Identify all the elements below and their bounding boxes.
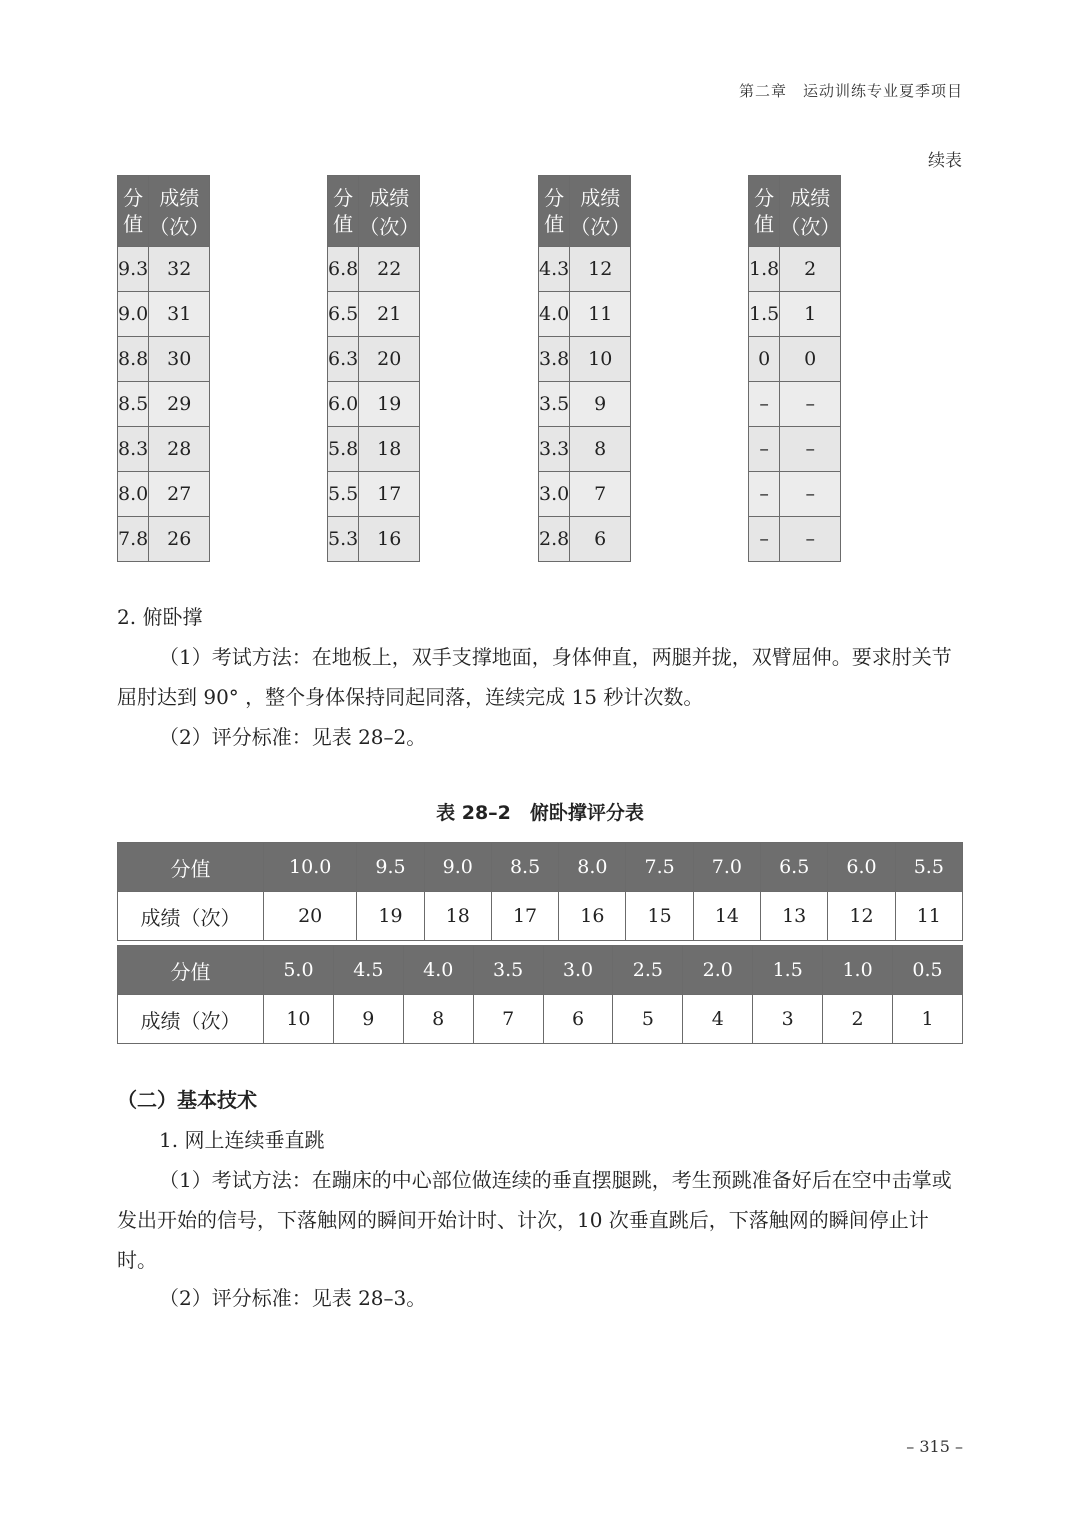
table-row	[539, 247, 631, 292]
score-cell: 9.3	[118, 247, 149, 292]
result-cell: 10	[264, 995, 334, 1044]
result-cell: 7	[473, 995, 543, 1044]
table-row	[749, 517, 841, 562]
result-cell: 32	[149, 247, 210, 292]
score-cell: 2.5	[613, 946, 683, 995]
score-header-char: 分	[123, 186, 144, 210]
score-header	[328, 176, 359, 247]
score-cell: 8.0	[118, 472, 149, 517]
page-number: – 315 –	[906, 1437, 963, 1456]
score-cell: 6.0	[328, 382, 359, 427]
result-cell: 11	[895, 892, 962, 941]
score-cell: –	[749, 472, 780, 517]
score-cell: 9.5	[357, 843, 424, 892]
result-header: 成绩（次）	[780, 176, 841, 247]
result-cell: 9	[570, 382, 631, 427]
score-cell: 5.8	[328, 427, 359, 472]
result-cell: 2	[823, 995, 893, 1044]
score-header	[539, 176, 570, 247]
score-cell: 3.5	[473, 946, 543, 995]
score-cell: 1.0	[823, 946, 893, 995]
score-header-char: 值	[754, 212, 775, 236]
result-cell: 16	[559, 892, 626, 941]
result-cell: 11	[570, 292, 631, 337]
score-cell: 3.0	[539, 472, 570, 517]
table-row	[328, 472, 420, 517]
table-row	[328, 292, 420, 337]
result-cell: 20	[359, 337, 420, 382]
score-cell: 5.5	[328, 472, 359, 517]
result-cell: 16	[359, 517, 420, 562]
table-row	[118, 247, 210, 292]
table-row	[328, 247, 420, 292]
result-cell: 8	[570, 427, 631, 472]
result-cell: 5	[613, 995, 683, 1044]
result-cell: 22	[359, 247, 420, 292]
result-cell: 30	[149, 337, 210, 382]
table-row	[328, 337, 420, 382]
score-cell: 3.5	[539, 382, 570, 427]
table-row	[118, 517, 210, 562]
result-cell: –	[780, 382, 841, 427]
table-row	[539, 292, 631, 337]
score-cell: 3.3	[539, 427, 570, 472]
score-cell: 4.3	[539, 247, 570, 292]
result-cell: 6	[570, 517, 631, 562]
result-cell: 6	[543, 995, 613, 1044]
table-row	[328, 382, 420, 427]
result-cell: 2	[780, 247, 841, 292]
score-cell: 5.0	[264, 946, 334, 995]
result-cell: 31	[149, 292, 210, 337]
score-cell: 6.3	[328, 337, 359, 382]
result-cell: 10	[570, 337, 631, 382]
result-cell: 14	[693, 892, 760, 941]
result-cell: 17	[359, 472, 420, 517]
result-cell: 15	[626, 892, 693, 941]
section-basic-heading: （二）基本技术	[117, 1088, 257, 1112]
score-header-char: 分	[754, 186, 775, 210]
pushup-score-table-part2	[117, 945, 963, 1044]
result-cell: 18	[359, 427, 420, 472]
table-28-2-caption: 表 28–2 俯卧撑评分表	[436, 802, 644, 824]
score-cell: 0.5	[893, 946, 963, 995]
result-cell: 4	[683, 995, 753, 1044]
score-cell: 2.8	[539, 517, 570, 562]
score-cell: 0	[749, 337, 780, 382]
table-row	[118, 382, 210, 427]
score-header-char: 值	[333, 212, 354, 236]
score-cell: 1.5	[753, 946, 823, 995]
table-row	[749, 382, 841, 427]
result-cell: 1	[780, 292, 841, 337]
section-pushup-title: 2. 俯卧撑	[117, 605, 203, 629]
score-header-char: 分	[333, 186, 354, 210]
chapter-header: 第二章 运动训练专业夏季项目	[738, 82, 963, 100]
result-cell: 7	[570, 472, 631, 517]
score-cell: 3.8	[539, 337, 570, 382]
result-cell: 18	[424, 892, 491, 941]
score-cell: 5.5	[895, 843, 962, 892]
result-cell: 29	[149, 382, 210, 427]
score-header-char: 值	[544, 212, 565, 236]
section-basic-title: 1. 网上连续垂直跳	[159, 1128, 325, 1152]
score-cell: 1.8	[749, 247, 780, 292]
result-cell: 17	[491, 892, 558, 941]
score-header	[118, 176, 149, 247]
table-row	[749, 292, 841, 337]
result-cell: 19	[359, 382, 420, 427]
table-row	[539, 517, 631, 562]
result-cell: 3	[753, 995, 823, 1044]
score-cell: 4.0	[403, 946, 473, 995]
table-row	[118, 472, 210, 517]
score-cell: 6.5	[761, 843, 828, 892]
score-label: 分值	[118, 946, 264, 995]
score-header-char: 值	[123, 212, 144, 236]
result-cell: 1	[893, 995, 963, 1044]
score-cell: –	[749, 517, 780, 562]
result-cell: 27	[149, 472, 210, 517]
result-cell: –	[780, 427, 841, 472]
score-table-group-1	[117, 175, 210, 562]
score-cell: 5.3	[328, 517, 359, 562]
table-row	[118, 337, 210, 382]
score-cell: –	[749, 427, 780, 472]
section-basic-standard: （2）评分标准：见表 28–3。	[159, 1286, 427, 1310]
table-row	[328, 427, 420, 472]
score-cell: 6.5	[328, 292, 359, 337]
section-basic-method: （1）考试方法：在蹦床的中心部位做连续的垂直摆腿跳，考生预跳准备好后在空中击掌或发出开始的信号，下落触网的瞬间开始计时、计次，10 次垂直跳后，下落触网的瞬间停止计时。	[117, 1168, 952, 1272]
score-cell: 7.5	[626, 843, 693, 892]
table-row	[539, 472, 631, 517]
score-table-group-2	[327, 175, 420, 562]
result-cell: 12	[828, 892, 895, 941]
result-label: 成绩（次）	[118, 995, 264, 1044]
result-header: 成绩（次）	[570, 176, 631, 247]
table-row	[118, 427, 210, 472]
score-header-char: 分	[544, 186, 565, 210]
table-row	[118, 292, 210, 337]
score-cell: 6.8	[328, 247, 359, 292]
result-cell: 8	[403, 995, 473, 1044]
score-table-group-4	[748, 175, 841, 562]
table-row	[328, 517, 420, 562]
table-row	[749, 427, 841, 472]
score-cell: 9.0	[424, 843, 491, 892]
score-cell: 8.5	[118, 382, 149, 427]
result-cell: –	[780, 517, 841, 562]
result-cell: –	[780, 472, 841, 517]
result-cell: 21	[359, 292, 420, 337]
pushup-score-table-part1	[117, 842, 963, 941]
score-cell: 4.5	[333, 946, 403, 995]
result-cell: 0	[780, 337, 841, 382]
score-cell: 9.0	[118, 292, 149, 337]
result-cell: 9	[333, 995, 403, 1044]
result-header: 成绩（次）	[149, 176, 210, 247]
table-row	[749, 337, 841, 382]
table-row	[539, 337, 631, 382]
result-cell: 19	[357, 892, 424, 941]
score-cell: 1.5	[749, 292, 780, 337]
section-pushup-standard: （2）评分标准：见表 28–2。	[159, 725, 427, 749]
score-table-group-3	[538, 175, 631, 562]
continued-label: 续表	[928, 151, 962, 171]
result-label: 成绩（次）	[118, 892, 264, 941]
score-cell: 7.0	[693, 843, 760, 892]
result-cell: 28	[149, 427, 210, 472]
result-cell: 13	[761, 892, 828, 941]
score-cell: –	[749, 382, 780, 427]
result-header: 成绩（次）	[359, 176, 420, 247]
score-cell: 4.0	[539, 292, 570, 337]
score-cell: 10.0	[264, 843, 357, 892]
score-cell: 7.8	[118, 517, 149, 562]
score-cell: 6.0	[828, 843, 895, 892]
score-header	[749, 176, 780, 247]
score-label: 分值	[118, 843, 264, 892]
score-cell: 8.5	[491, 843, 558, 892]
table-row	[539, 382, 631, 427]
result-cell: 12	[570, 247, 631, 292]
result-cell: 20	[264, 892, 357, 941]
result-cell: 26	[149, 517, 210, 562]
score-cell: 3.0	[543, 946, 613, 995]
score-cell: 8.8	[118, 337, 149, 382]
table-row	[749, 247, 841, 292]
score-cell: 2.0	[683, 946, 753, 995]
score-cell: 8.3	[118, 427, 149, 472]
section-pushup-method: （1）考试方法：在地板上，双手支撑地面，身体伸直，两腿并拢，双臂屈伸。要求肘关节屈肘达到 90° ，整个身体保持同起同落，连续完成 15 秒计次数。	[117, 645, 952, 709]
table-row	[539, 427, 631, 472]
score-cell: 8.0	[559, 843, 626, 892]
table-row	[749, 472, 841, 517]
